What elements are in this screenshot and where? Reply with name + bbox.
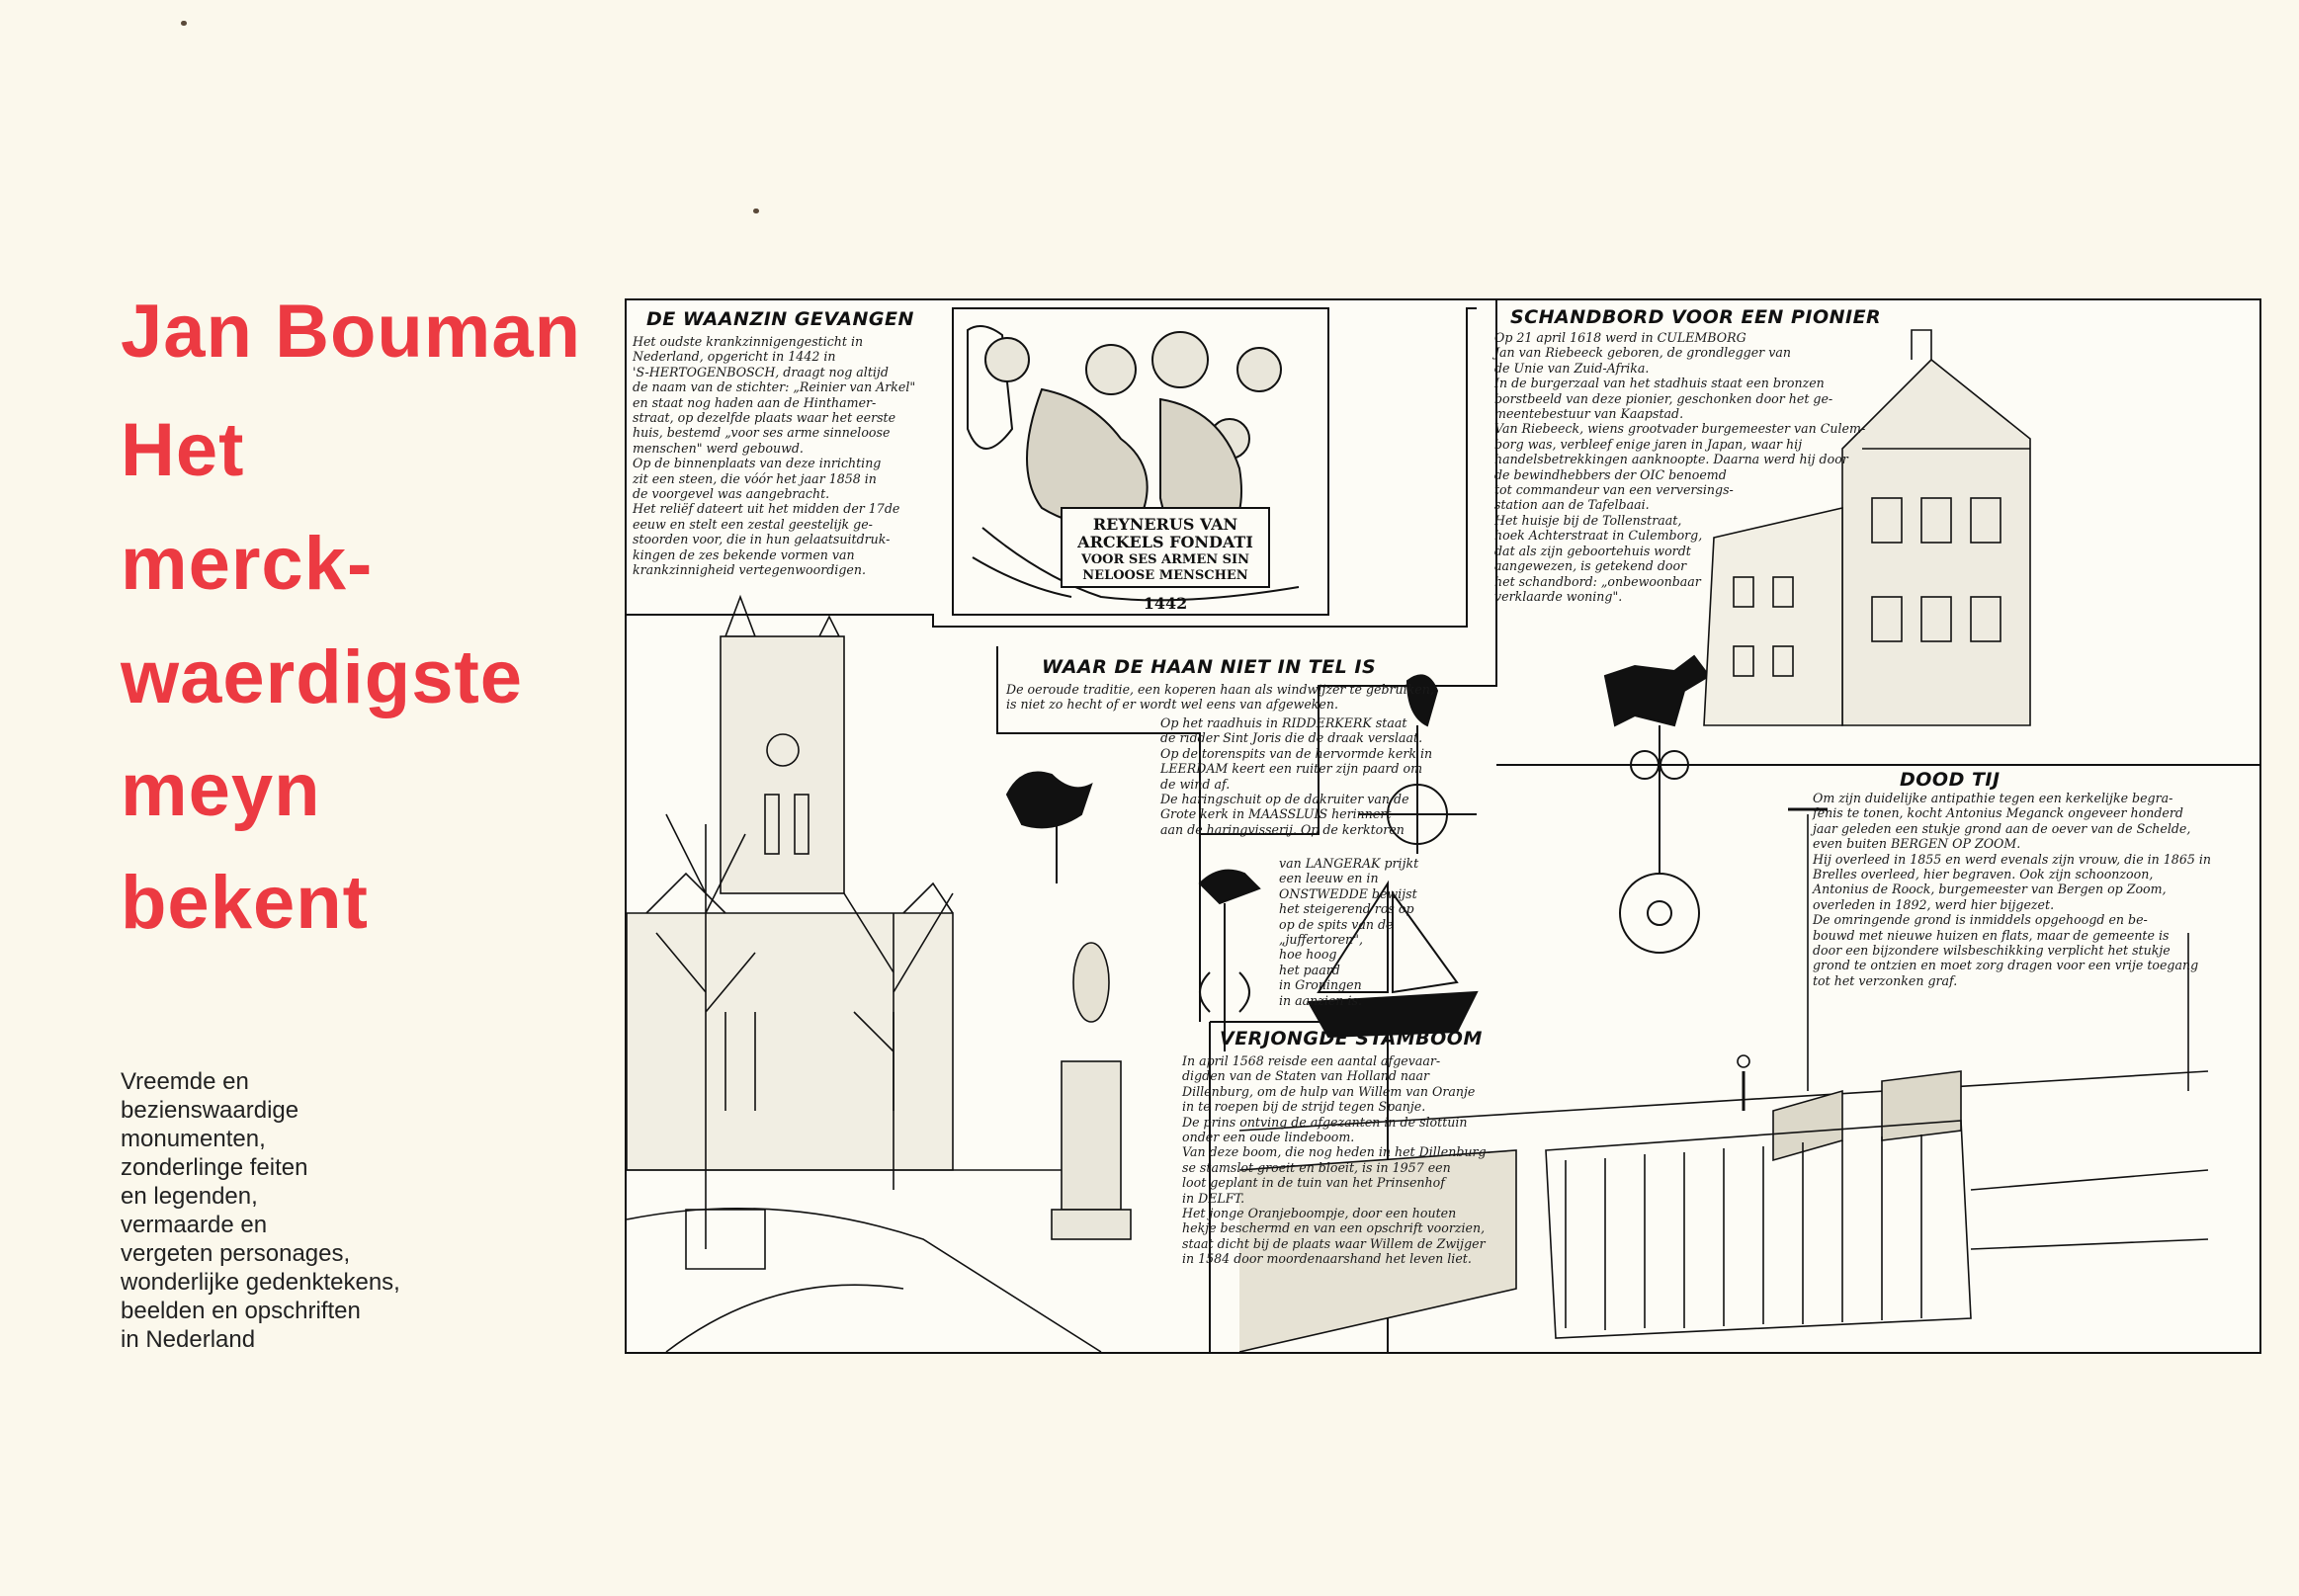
text-line: de Unie van Zuid-Afrika. — [1494, 360, 1650, 376]
text-line: hoe hoog — [1279, 947, 1337, 963]
text-line: Hij overleed in 1855 en werd evenals zijn vrouw, die in 1865 in — [1813, 851, 2211, 867]
text-line: Nederland, opgericht in 1442 in — [633, 349, 836, 365]
text-line: Antonius de Roock, burgemeester van Bergen op Zoom, — [1813, 882, 2167, 897]
text-line: meentebestuur van Kaapstad. — [1494, 406, 1684, 422]
text-line: Om zijn duidelijke antipathie tegen een kerkelijke begra- — [1813, 791, 2173, 805]
text-line: en staat nog haden aan de Hinthamer- — [633, 394, 877, 410]
text-line: fenis te tonen, kocht Antonius Meganck ongeveer honderd — [1813, 805, 2183, 821]
text-line: het schandbord: „onbewoonbaar — [1494, 573, 1701, 589]
text-line: Grote kerk in MAASSLUIS herinnert — [1160, 806, 1392, 822]
illustration-frame — [625, 298, 2261, 1354]
text-line: De oeroude traditie, een koperen haan als windwijzer te gebruiken, — [1006, 682, 1434, 697]
subtitle-line: vermaarde en — [121, 1212, 268, 1238]
text-line: tot commandeur van een verversings- — [1494, 482, 1734, 498]
text-line: in aanzien is. — [1279, 992, 1362, 1008]
text-line: de bewindhebbers der OIC benoemd — [1494, 466, 1727, 482]
text-line: In april 1568 reisde een aantal afgevaar- — [1182, 1053, 1441, 1068]
panel-text — [1182, 1053, 1490, 1267]
text-line: hoek Achterstraat in Culemborg, — [1494, 528, 1703, 544]
text-line: onder een oude lindeboom. — [1182, 1130, 1355, 1145]
relief-inscription: REYNERUS VAN — [1092, 515, 1238, 534]
panel-title: VERJONGDE STAMBOOM — [1220, 1028, 1483, 1050]
text-line: op de spits van de — [1279, 916, 1394, 932]
subtitle-line: en legenden, — [121, 1183, 258, 1210]
text-line: ONSTWEDDE bewijst — [1279, 885, 1417, 901]
text-line: een leeuw en in — [1279, 871, 1379, 886]
text-line: De omringende grond is inmiddels opgehoogd en be- — [1813, 912, 2148, 928]
text-line: de wind af. — [1160, 776, 1231, 792]
text-line: van LANGERAK prijkt — [1279, 856, 1419, 871]
subtitle-line: vergeten personages, — [121, 1240, 351, 1267]
text-line: Op de binnenplaats van deze inrichting — [633, 456, 882, 471]
text-line: even buiten BERGEN OP ZOOM. — [1813, 836, 2021, 852]
text-line: de voorgevel was aangebracht. — [633, 486, 830, 502]
text-line: borstbeeld van deze pionier, geschonken door het ge- — [1494, 390, 1833, 406]
panel-text — [1813, 791, 2211, 988]
text-line: „juffertoren", — [1279, 932, 1363, 948]
text-line: de ridder Sint Joris die de draak verslaat. — [1160, 730, 1423, 746]
text-line: borg was, verbleef enige jaren in Japan, waar hij — [1494, 436, 1803, 452]
text-line: kingen de zes bekende vormen van — [633, 546, 855, 562]
relief-inscription: NELOOSE MENSCHEN — [1082, 568, 1248, 583]
text-line: bouwd met nieuwe huizen en flats, maar de gemeente is — [1813, 927, 2170, 943]
text-line: Dillenburg, om de hulp van Willem van Oranje — [1182, 1083, 1476, 1099]
text-line: in 1584 door moordenaarshand het leven liet. — [1182, 1251, 1472, 1267]
text-line: verklaarde woning". — [1494, 588, 1623, 604]
text-line: Jan van Riebeeck geboren, de grondlegger van — [1494, 345, 1791, 361]
text-line: eeuw en stelt een zestal geestelijk ge- — [633, 516, 873, 532]
text-line: huis, bestemd „voor ses arme sinneloose — [633, 425, 891, 441]
text-line: Op de torenspits van de hervormde kerk in — [1160, 745, 1433, 761]
text-line: In de burgerzaal van het stadhuis staat een bronzen — [1494, 376, 1825, 391]
subtitle-line: bezienswaardige — [121, 1097, 299, 1124]
paper-speck — [181, 21, 187, 26]
text-line: Op 21 april 1618 werd in CULEMBORG — [1494, 330, 1746, 345]
text-line: hekje beschermd en van een opschrift voorzien, — [1182, 1220, 1486, 1236]
subtitle-line: wonderlijke gedenktekens, — [121, 1269, 400, 1296]
subtitle-line: zonderlinge feiten — [121, 1154, 308, 1181]
text-line: de naam van de stichter: „Reinier van Arkel" — [633, 379, 916, 395]
text-line: is niet zo hecht of er wordt wel eens van afgeweken. — [1006, 697, 1338, 713]
dragon-knight-icon — [1007, 773, 1091, 828]
text-line: Het oudste krankzinnigengesticht in — [633, 334, 864, 349]
author-name: Jan Bouman — [121, 290, 582, 374]
paper-speck — [753, 209, 759, 213]
text-line: aangewezen, is getekend door — [1494, 558, 1687, 574]
text-line: Van Riebeeck, wiens grootvader burgemeester van Culem- — [1494, 421, 1866, 437]
text-line: tot het verzonken graf. — [1813, 972, 1958, 988]
text-line: aan de haringvisserij. Op de kerktoren — [1160, 821, 1405, 837]
text-line: het paard — [1279, 962, 1340, 977]
text-line: straat, op dezelfde plaats waar het eerste — [633, 410, 896, 426]
text-line: door een bijzondere wilsbeschikking verplicht het stukje — [1813, 943, 2171, 959]
text-line: Brelles overleed, hier begraven. Ook zijn schoonzoon, — [1813, 867, 2154, 882]
text-line: handelsbetrekkingen aanknoopte. Daarna werd hij door — [1494, 452, 1848, 467]
subtitle-line: Vreemde en — [121, 1068, 249, 1095]
text-line: De prins ontving de afgezanten in de slottuin — [1182, 1114, 1468, 1130]
text-line: dat als zijn geboortehuis wordt — [1494, 543, 1691, 558]
text-line: stoorden voor, die in hun gelaatsuitdruk- — [633, 532, 891, 547]
panel-title: WAAR DE HAAN NIET IN TEL IS — [1042, 656, 1377, 678]
text-line: Het jonge Oranjeboompje, door een houten — [1182, 1206, 1457, 1221]
text-line: loot geplant in de tuin van het Prinsenhof — [1182, 1175, 1445, 1191]
panel-title: SCHANDBORD VOOR EEN PIONIER — [1510, 306, 1882, 328]
panel-text — [1279, 856, 1418, 1008]
text-line: staat dicht bij de plaats waar Willem de Zwijger — [1182, 1235, 1486, 1251]
panel-text — [1006, 682, 1434, 713]
text-line: menschen" werd gebouwd. — [633, 440, 804, 456]
title-line: Het — [121, 408, 245, 492]
text-line: in te roepen bij de strijd tegen Spanje. — [1182, 1099, 1426, 1115]
title-line: bekent — [121, 861, 369, 945]
subtitle-line: in Nederland — [121, 1326, 256, 1353]
horse-icon — [1605, 656, 1709, 725]
subtitle-line: monumenten, — [121, 1126, 266, 1152]
relief-inscription: ARCKELS FONDATI — [1077, 533, 1253, 551]
text-line: zit een steen, die vóór het jaar 1858 in — [633, 470, 877, 486]
title-line: waerdigste — [121, 635, 524, 719]
panel-text — [1494, 330, 1865, 604]
text-line: Op het raadhuis in RIDDERKERK staat — [1160, 715, 1407, 730]
panel-title: DOOD TIJ — [1900, 769, 2001, 791]
text-line: in Groningen — [1279, 977, 1362, 993]
text-line: LEERDAM keert een ruiter zijn paard om — [1160, 761, 1423, 777]
text-line: het steigerend ros op — [1279, 901, 1414, 917]
text-line: Het huisje bij de Tollenstraat, — [1494, 512, 1682, 528]
relief-inscription: VOOR SES ARMEN SIN — [1081, 552, 1249, 567]
text-line: De haringschuit op de dakruiter van de — [1160, 792, 1409, 807]
panel-text — [1160, 715, 1432, 837]
text-line: se stamslot groeit en bloeit, is in 1957 een — [1182, 1159, 1451, 1175]
subtitle-block — [121, 1067, 400, 1354]
subtitle-line: beelden en opschriften — [121, 1298, 361, 1324]
text-line: station aan de Tafelbaai. — [1494, 497, 1650, 513]
text-line: overleden in 1892, werd hier bijgezet. — [1813, 896, 2055, 912]
title-line: merck- — [121, 522, 374, 606]
relief-inscription: 1442 — [1143, 594, 1188, 613]
rider-icon — [1200, 871, 1259, 903]
text-line: digden van de Staten van Holland naar — [1182, 1068, 1430, 1084]
panel-text — [633, 334, 915, 578]
text-line: 'S-HERTOGENBOSCH, draagt nog altijd — [633, 364, 889, 379]
panel-title: DE WAANZIN GEVANGEN — [646, 308, 914, 330]
text-line: Van deze boom, die nog heden in het Dillenburg- — [1182, 1144, 1490, 1160]
text-line: jaar geleden een stukje grond aan de oever van de Schelde, — [1813, 820, 2191, 836]
text-line: in DELFT. — [1182, 1190, 1245, 1206]
text-line: Het reliëf dateert uit het midden der 17de — [633, 501, 900, 517]
title-line: meyn — [121, 748, 321, 832]
text-line: krankzinnigheid vertegenwoordigen. — [633, 562, 866, 578]
text-line: grond te ontzien en moet zorg dragen voor een vrije toegang — [1813, 958, 2199, 973]
